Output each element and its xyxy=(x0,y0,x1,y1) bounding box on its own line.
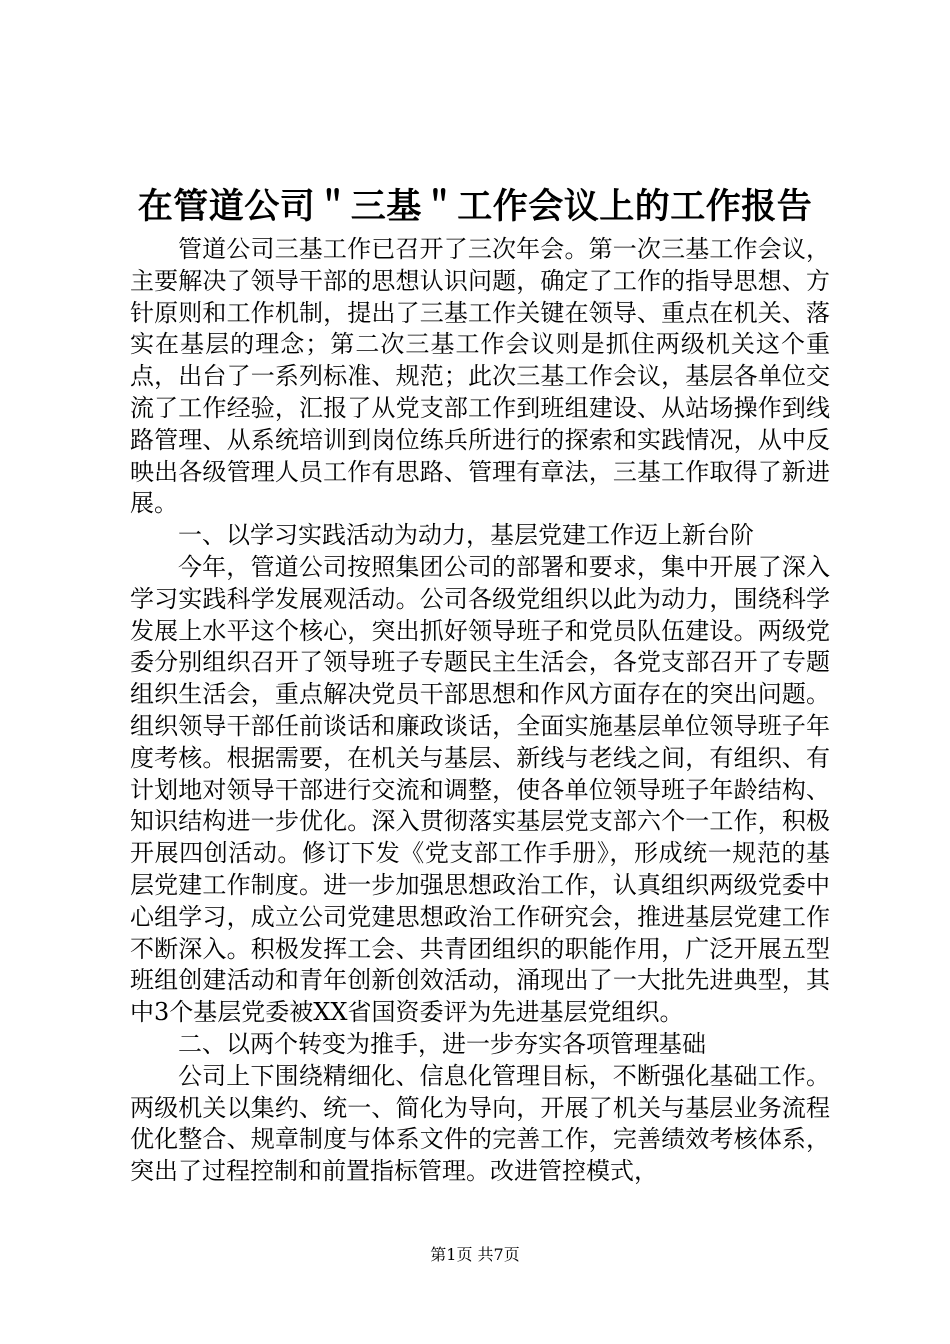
document-body xyxy=(130,234,830,1188)
paragraph-section-1: 今年，管道公司按照集团公司的部署和要求，集中开展了深入学习实践科学发展观活动。公司各级党组织以此为动力，围绕科学发展上水平这个核心，突出抓好领导班子和党员队伍建设。两级党委分别组织召开了领导班子专题民主生活会，各党支部召开了专题组织生活会，重点解决党员干部思想和作风方面存在的突出问题。组织领导干部任前谈话和廉政谈话，全面实施基层单位领导班子年度考核。根据需要，在机关与基层、新线与老线之间，有组织、有计划地对领导干部进行交流和调整，使各单位领导班子年龄结构、知识结构进一步优化。深入贯彻落实基层党支部六个一工作，积极开展四创活动。修订下发《党支部工作手册》，形成统一规范的基层党建工作制度。进一步加强思想政治工作，认真组织两级党委中心组学习，成立公司党建思想政治工作研究会，推进基层党建工作不断深入。积极发挥工会、共青团组织的职能作用，广泛开展五型班组创建活动和青年创新创效活动，涌现出了一大批先进典型，其中3个基层党委被XX省国资委评为先进基层党组织。 xyxy=(130,552,830,1027)
section-heading-2: 二、以两个转变为推手，进一步夯实各项管理基础 xyxy=(178,1029,706,1058)
paragraph-section-2: 公司上下围绕精细化、信息化管理目标，不断强化基础工作。两级机关以集约、统一、简化为导向，开展了机关与基层业务流程优化整合、规章制度与体系文件的完善工作，完善绩效考核体系，突出了过程控制和前置指标管理。改进管控模式， xyxy=(130,1061,830,1186)
section-heading-1: 一、以学习实践活动为动力，基层党建工作迈上新台阶 xyxy=(178,521,754,550)
paragraph-intro: 管道公司三基工作已召开了三次年会。第一次三基工作会议，主要解决了领导干部的思想认识问题，确定了工作的指导思想、方针原则和工作机制，提出了三基工作关键在领导、重点在机关、落实在基层的理念；第二次三基工作会议则是抓住两级机关这个重点，出台了一系列标准、规范；此次三基工作会议，基层各单位交流了工作经验，汇报了从党支部工作到班组建设、从站场操作到线路管理、从系统培训到岗位练兵所进行的探索和实践情况，从中反映出各级管理人员工作有思路、管理有章法，三基工作取得了新进展。 xyxy=(130,235,830,518)
document-title: 在管道公司＂三基＂工作会议上的工作报告 xyxy=(137,186,813,227)
page-number-footer: 第1页 共7页 xyxy=(430,1245,520,1264)
